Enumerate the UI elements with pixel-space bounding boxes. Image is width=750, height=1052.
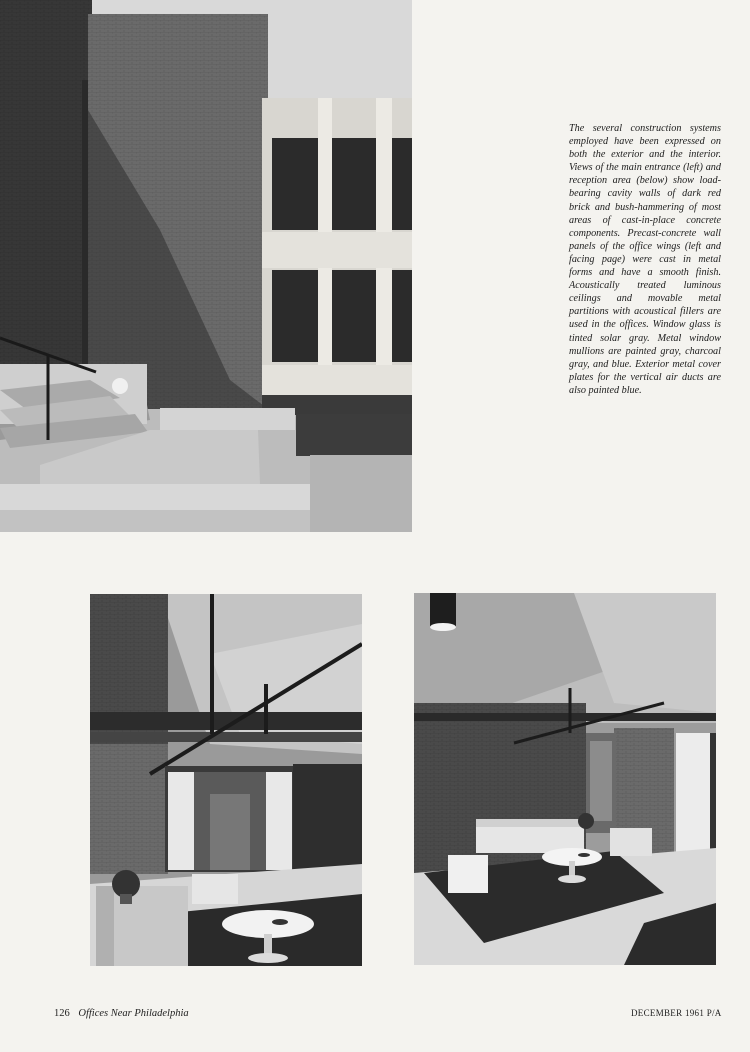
photo-main-entrance-image bbox=[0, 0, 412, 532]
page-number: 126 bbox=[54, 1008, 70, 1019]
photo-reception-entrance bbox=[90, 594, 362, 966]
photo-reception-lounge bbox=[414, 593, 716, 965]
photo-reception-entrance-image bbox=[90, 594, 362, 966]
photo-reception-lounge-image bbox=[414, 593, 716, 965]
page-footer-left bbox=[54, 1008, 189, 1019]
photo-caption: The several construction systems employed have been expressed on both the exterior and the interior. Views of the main entrance (left) and reception area (below) show load-bearing cavity walls of dark red brick and bush-hammering of most areas of cast-in-place concrete components. Precast-concrete wall panels of the office wings (left and facing page) were cast in metal forms and have a smooth finish. Acoustically treated luminous ceilings and movable metal partitions with acoustical fillers are used in the offices. Window glass is tinted solar gray. Metal window mullions are painted gray, charcoal gray, and blue. Exterior metal cover plates for the vertical air ducts are also painted blue. bbox=[569, 123, 721, 396]
issue-label: DECEMBER 1961 P/A bbox=[631, 1008, 722, 1018]
photo-main-entrance bbox=[0, 0, 412, 532]
running-title: Offices Near Philadelphia bbox=[78, 1008, 189, 1019]
